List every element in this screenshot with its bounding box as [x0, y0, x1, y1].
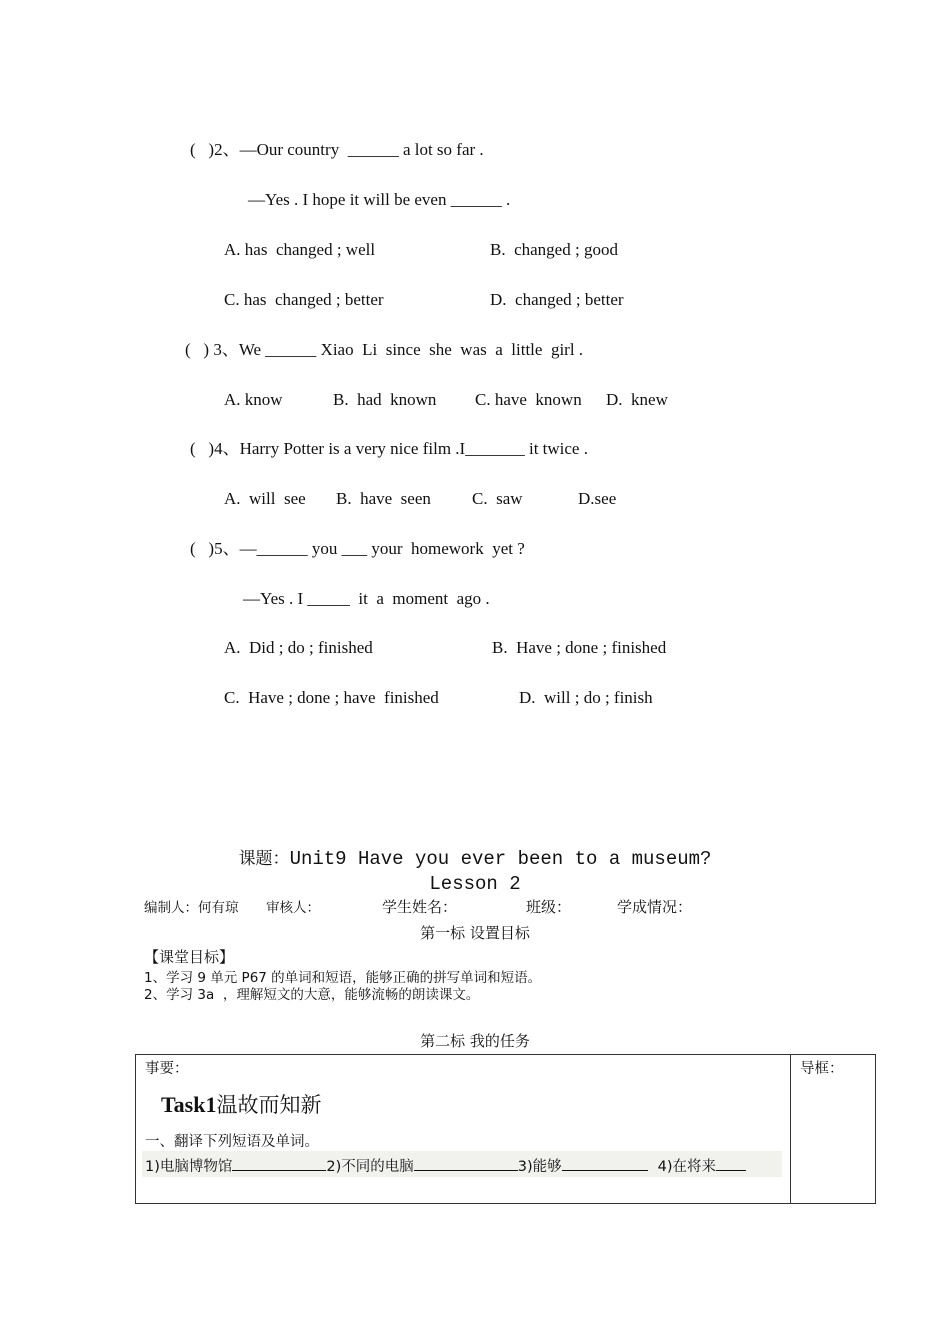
- lesson-title-text: Unit9 Have you ever been to a museum?: [289, 848, 712, 870]
- question-4-option-b: B. have seen: [336, 489, 431, 508]
- translation-item-1: 1)电脑博物馆: [145, 1159, 233, 1175]
- question-3-option-b: B. had known: [333, 390, 437, 409]
- question-5-option-b: B. Have ; done ; finished: [492, 638, 667, 657]
- question-4-option-d: D.see: [578, 489, 617, 508]
- question-2-option-d: D. changed ; better: [490, 290, 624, 309]
- question-2-stem-reply: —Yes . I hope it will be even ______ .: [248, 190, 511, 209]
- lesson-subtitle: Lesson 2: [429, 873, 521, 895]
- question-3-stem: ( ) 3、We ______ Xiao Li since she was a little girl .: [185, 340, 584, 359]
- editor-label: 编制人：何有琼: [144, 900, 239, 916]
- translation-item-2: 2)不同的电脑: [326, 1159, 414, 1175]
- section-1-heading: 第一标 设置目标: [420, 924, 530, 942]
- lesson-title: [0, 847, 950, 871]
- result-label: 学成情况：: [617, 898, 693, 916]
- class-label: 班级：: [526, 898, 572, 916]
- question-2-option-c: C. has changed ; better: [224, 290, 384, 309]
- table-left-header: 事要：: [145, 1061, 189, 1077]
- goal-1: 1、学习 9 单元 P67 的单词和短语，能够正确的拼写单词和短语。: [144, 970, 542, 986]
- question-5-stem: ( )5、—______ you ___ your homework yet ?: [190, 539, 525, 558]
- translation-row: [145, 1156, 746, 1176]
- question-3-option-c: C. have known: [475, 390, 582, 409]
- question-5-option-a: A. Did ; do ; finished: [224, 638, 373, 657]
- task-1-title: 温故而知新: [216, 1093, 322, 1117]
- task-table: [135, 1054, 876, 1204]
- question-4-stem: ( )4、Harry Potter is a very nice film .I_______ it twice .: [190, 439, 588, 458]
- table-column-divider: [790, 1055, 791, 1203]
- question-3-option-d: D. knew: [606, 390, 668, 409]
- question-5-option-c: C. Have ; done ; have finished: [224, 688, 439, 707]
- question-2-stem: ( )2、—Our country ______ a lot so far .: [190, 140, 484, 159]
- translate-instruction: 一、翻译下列短语及单词。: [145, 1134, 319, 1150]
- question-3-option-a: A. know: [224, 390, 283, 409]
- answer-blank-1[interactable]: [232, 1156, 326, 1171]
- question-2-option-a: A. has changed ; well: [224, 240, 376, 259]
- answer-blank-2[interactable]: [414, 1156, 518, 1171]
- question-5-option-d: D. will ; do ; finish: [519, 688, 653, 707]
- student-name-label: 学生姓名：: [382, 898, 458, 916]
- reviewer-label: 审核人：: [266, 900, 320, 916]
- lesson-title-prefix: 课题：: [238, 849, 290, 869]
- goal-2: 2、学习 3a ，理解短文的大意，能够流畅的朗读课文。: [144, 987, 480, 1003]
- question-4-option-c: C. saw: [472, 489, 523, 508]
- question-5-stem-reply: —Yes . I _____ it a moment ago .: [243, 589, 490, 608]
- translation-item-4: 4)在将来: [657, 1159, 717, 1175]
- answer-blank-4[interactable]: [716, 1156, 746, 1171]
- section-2-heading: 第二标 我的任务: [420, 1032, 530, 1050]
- question-2-option-b: B. changed ; good: [490, 240, 618, 259]
- task-1-heading: [161, 1091, 321, 1119]
- table-right-header: 导框：: [800, 1061, 844, 1077]
- task-1-label: Task1: [161, 1092, 217, 1117]
- goals-heading: 【课堂目标】: [144, 948, 235, 966]
- translation-item-3: 3)能够: [517, 1159, 562, 1175]
- answer-blank-3[interactable]: [562, 1156, 648, 1171]
- question-4-option-a: A. will see: [224, 489, 306, 508]
